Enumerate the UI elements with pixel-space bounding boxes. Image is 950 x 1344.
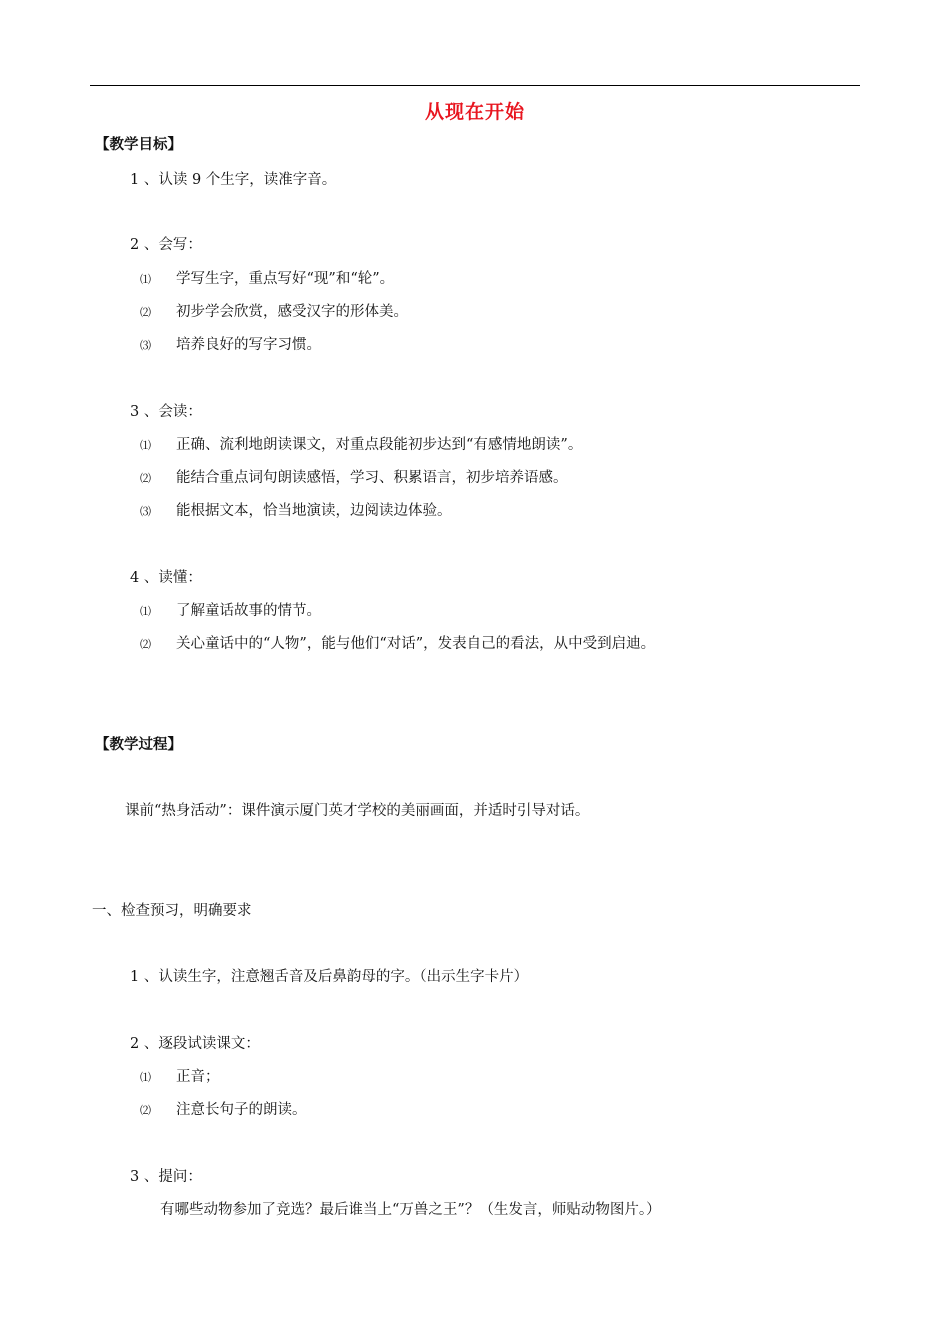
goal-2-item: ⑶ 培养良好的写字习惯。 (140, 337, 321, 353)
document-title: 从现在开始 (424, 101, 525, 123)
section-1-heading: 一、检查预习，明确要求 (92, 903, 252, 919)
goal-2: 2 、会写： (130, 237, 202, 253)
process-heading: 【教学过程】 (95, 736, 182, 753)
goal-3-item: ⑶ 能根据文本，恰当地演读，边阅读边体验。 (140, 503, 452, 519)
goal-3-item: ⑴ 正确、流利地朗读课文，对重点段能初步达到“有感情地朗读”。 (140, 437, 583, 453)
warmup-activity: 课前“热身活动”：课件演示厦门英才学校的美丽画面，并适时引导对话。 (125, 803, 590, 819)
goal-3: 3 、会读： (130, 404, 202, 420)
step-3-question: 有哪些动物参加了竞选？最后谁当上“万兽之王”？（生发言，师贴动物图片。） (160, 1202, 661, 1218)
step-1: 1 、认读生字，注意翘舌音及后鼻韵母的字。（出示生字卡片） (130, 969, 529, 985)
step-2-item: ⑵ 注意长句子的朗读。 (140, 1102, 307, 1118)
goal-4-item: ⑴ 了解童话故事的情节。 (140, 603, 321, 619)
step-2: 2 、逐段试读课文： (130, 1036, 260, 1052)
goal-4-item: ⑵ 关心童话中的“人物”，能与他们“对话”，发表自己的看法，从中受到启迪。 (140, 636, 656, 652)
goals-heading: 【教学目标】 (95, 136, 182, 153)
step-3: 3 、提问： (130, 1169, 202, 1185)
goal-4: 4 、读懂： (130, 570, 202, 586)
header-rule (90, 85, 860, 86)
step-2-item: ⑴ 正音； (140, 1069, 220, 1085)
goal-3-item: ⑵ 能结合重点词句朗读感悟，学习、积累语言，初步培养语感。 (140, 470, 568, 486)
goal-2-item: ⑴ 学写生字，重点写好“现”和“轮”。 (140, 271, 395, 287)
goal-2-item: ⑵ 初步学会欣赏，感受汉字的形体美。 (140, 304, 408, 320)
goal-1: 1 、认读 9 个生字，读准字音。 (130, 172, 337, 188)
